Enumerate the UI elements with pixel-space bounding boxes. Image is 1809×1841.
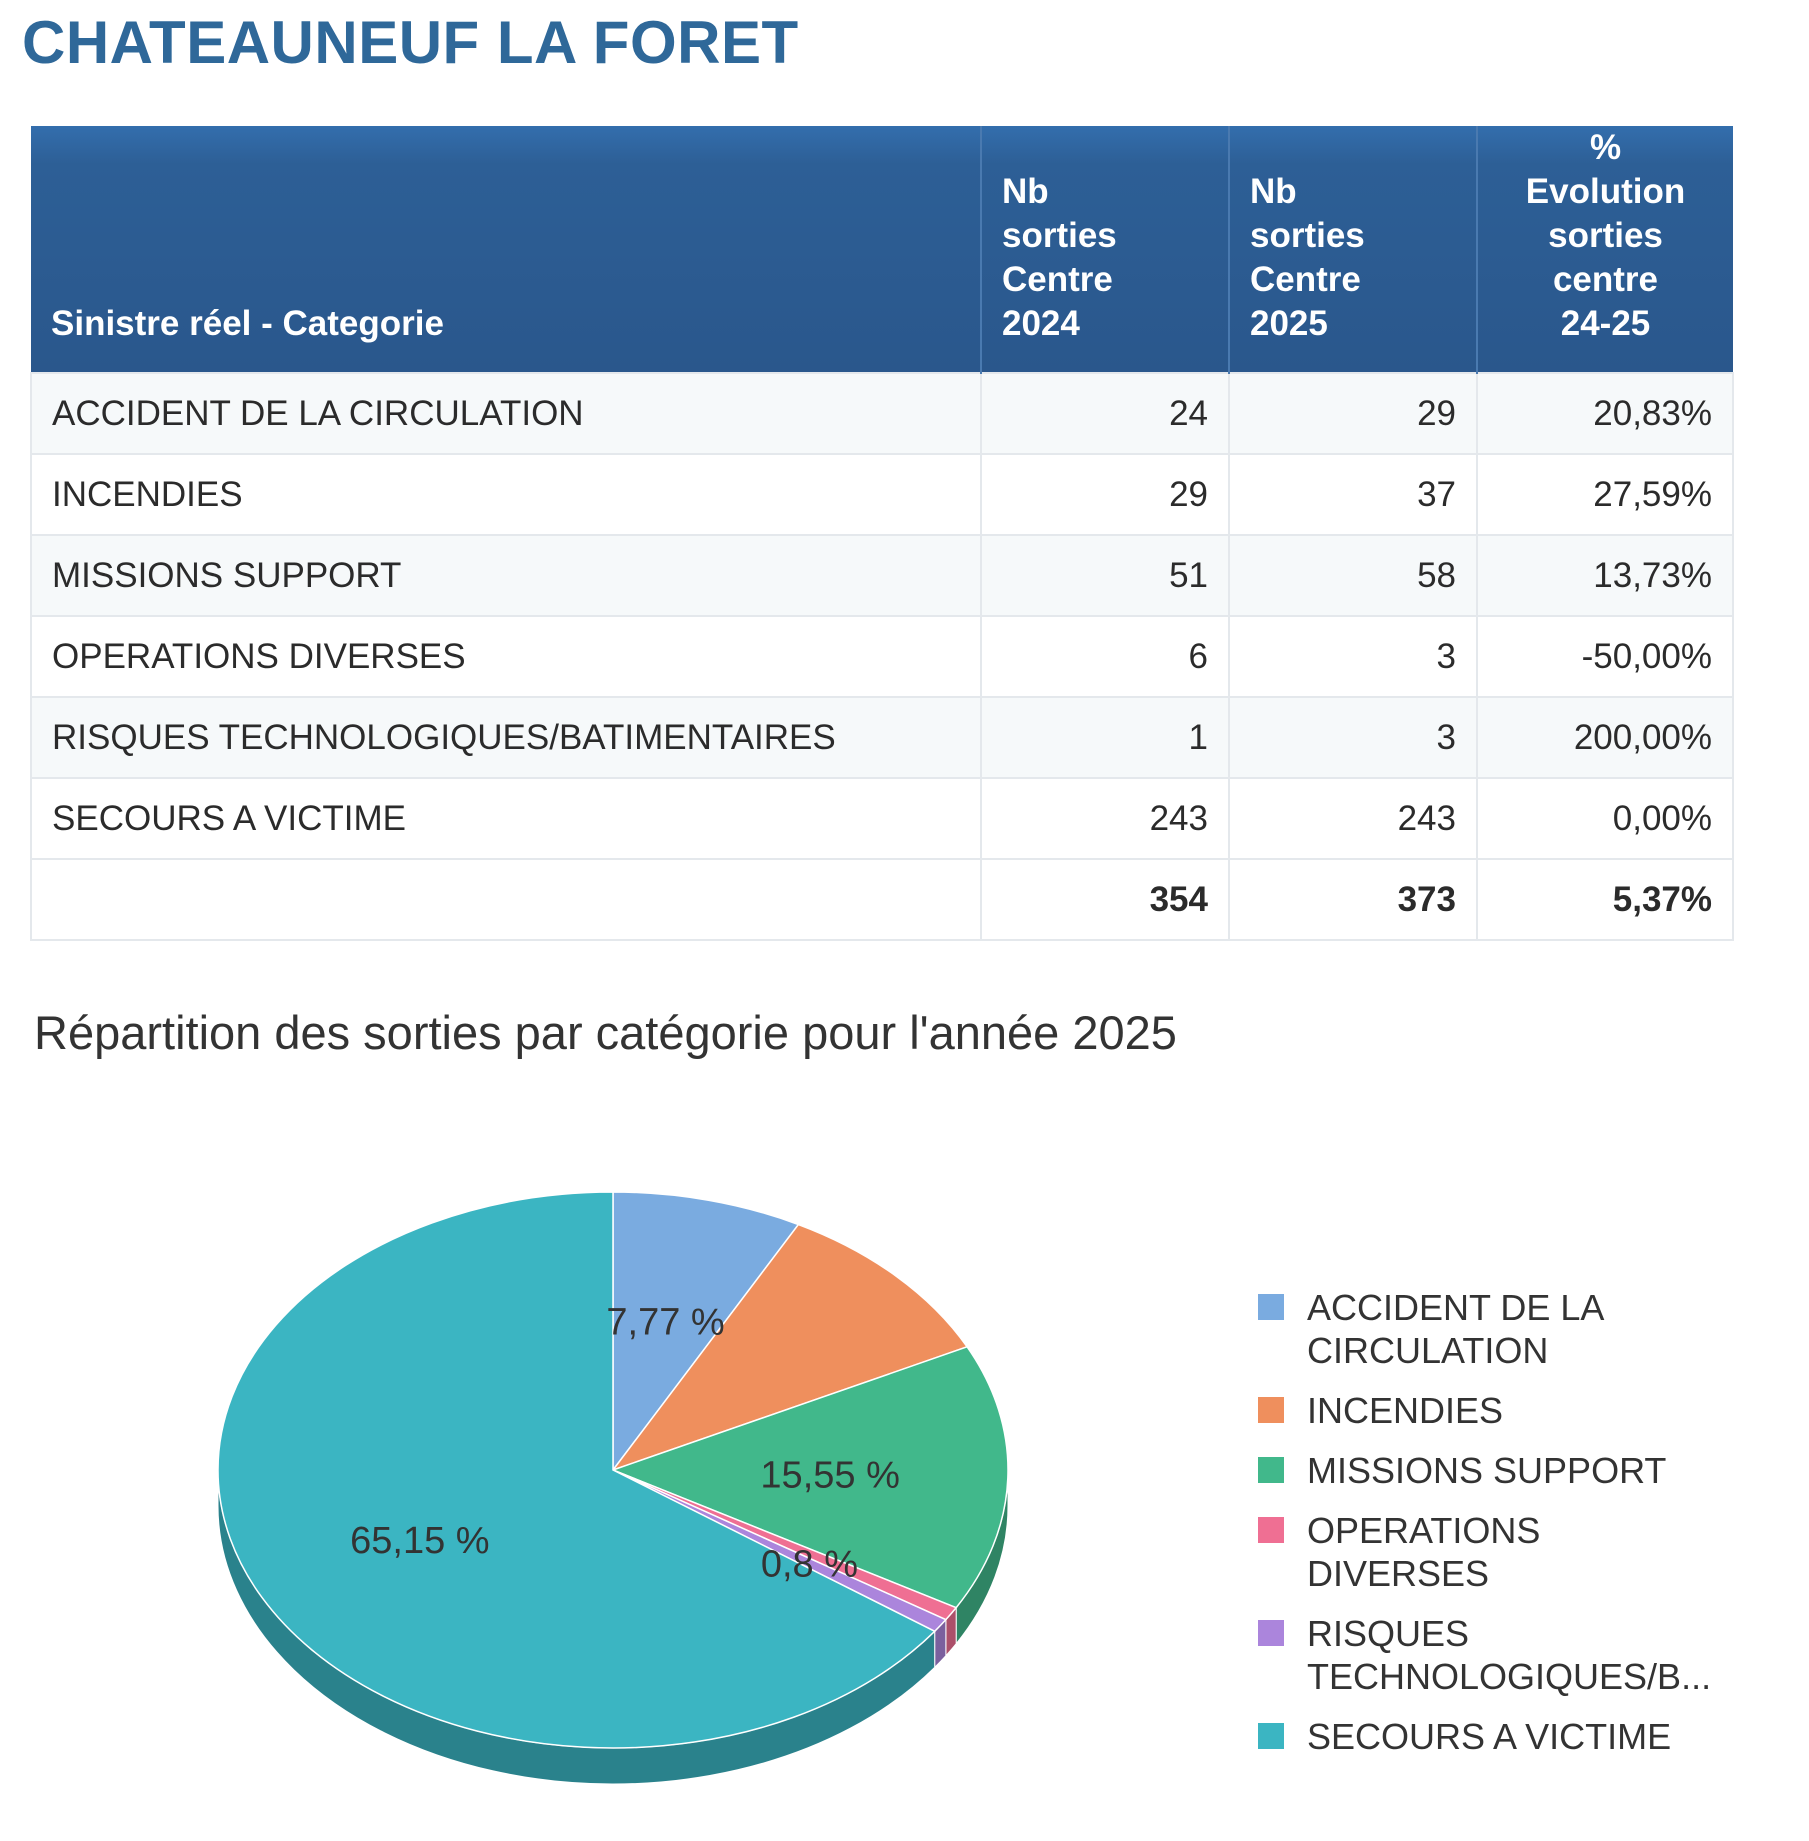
cell-category: SECOURS A VICTIME xyxy=(31,778,981,859)
legend-swatch xyxy=(1258,1457,1284,1483)
pie-slice-label: 0,8 % xyxy=(760,1543,859,1586)
legend-swatch xyxy=(1258,1397,1284,1423)
cell-category: OPERATIONS DIVERSES xyxy=(31,616,981,697)
total-2025: 373 xyxy=(1229,859,1477,940)
pie-slice-label: 15,55 % xyxy=(760,1454,900,1497)
table-row xyxy=(31,697,1733,778)
total-category xyxy=(31,859,981,940)
header-line: Nb xyxy=(1250,172,1297,211)
legend-label[interactable]: INCENDIES xyxy=(1307,1390,1504,1431)
cell-2024: 6 xyxy=(981,616,1229,697)
header-line: Sinistre réel - Categorie xyxy=(51,304,444,343)
header-line: sorties xyxy=(1002,216,1117,255)
cell-category: MISSIONS SUPPORT xyxy=(31,535,981,616)
header-line: Centre xyxy=(1250,260,1361,299)
legend-swatch xyxy=(1258,1517,1284,1543)
legend-label[interactable]: OPERATIONS xyxy=(1307,1510,1541,1551)
cell-category: ACCIDENT DE LA CIRCULATION xyxy=(31,373,981,454)
chart-title: Répartition des sorties par catégorie pour l'année 2025 xyxy=(34,1006,1177,1059)
chart-legend xyxy=(1258,1287,1711,1757)
cell-2024: 243 xyxy=(981,778,1229,859)
header-line: Evolution xyxy=(1525,172,1686,211)
cell-2025: 3 xyxy=(1229,697,1477,778)
cell-evolution: 20,83% xyxy=(1477,373,1733,454)
legend-label[interactable]: RISQUES xyxy=(1307,1613,1470,1654)
header-2025[interactable] xyxy=(1229,126,1477,373)
legend-label[interactable]: ACCIDENT DE LA xyxy=(1307,1287,1605,1328)
header-line: sorties xyxy=(1548,216,1663,255)
legend-label[interactable]: MISSIONS SUPPORT xyxy=(1307,1450,1667,1491)
table-row xyxy=(31,616,1733,697)
header-line: Centre xyxy=(1002,260,1113,299)
pie-slice-label: 65,15 % xyxy=(350,1520,490,1563)
legend-label[interactable]: TECHNOLOGIQUES/B... xyxy=(1307,1656,1712,1697)
cell-evolution: 0,00% xyxy=(1477,778,1733,859)
cell-category: INCENDIES xyxy=(31,454,981,535)
legend-swatch xyxy=(1258,1294,1284,1320)
table-row xyxy=(31,778,1733,859)
pie-slice-label: 7,77 % xyxy=(606,1301,725,1344)
header-line: centre xyxy=(1552,260,1659,299)
table-total-row xyxy=(31,859,1733,940)
cell-evolution: 27,59% xyxy=(1477,454,1733,535)
cell-evolution: -50,00% xyxy=(1477,616,1733,697)
total-2024: 354 xyxy=(981,859,1229,940)
header-line: 2024 xyxy=(1002,304,1080,343)
legend-swatch xyxy=(1258,1723,1284,1749)
header-evolution[interactable] xyxy=(1477,126,1733,373)
cell-2025: 58 xyxy=(1229,535,1477,616)
table-header-row xyxy=(31,126,1733,373)
cell-2024: 1 xyxy=(981,697,1229,778)
cell-2024: 51 xyxy=(981,535,1229,616)
cell-2025: 37 xyxy=(1229,454,1477,535)
cell-2025: 243 xyxy=(1229,778,1477,859)
header-line: sorties xyxy=(1250,216,1365,255)
header-line: Nb xyxy=(1002,172,1049,211)
header-line: % xyxy=(1589,128,1622,167)
cell-evolution: 200,00% xyxy=(1477,697,1733,778)
total-evolution: 5,37% xyxy=(1477,859,1733,940)
cell-evolution: 13,73% xyxy=(1477,535,1733,616)
page-title: CHATEAUNEUF LA FORET xyxy=(22,9,799,76)
cell-2024: 24 xyxy=(981,373,1229,454)
header-line: 24-25 xyxy=(1560,304,1651,343)
table-row xyxy=(31,535,1733,616)
legend-label[interactable]: DIVERSES xyxy=(1307,1553,1490,1594)
cell-category: RISQUES TECHNOLOGIQUES/BATIMENTAIRES xyxy=(31,697,981,778)
table-row xyxy=(31,373,1733,454)
legend-label[interactable]: SECOURS A VICTIME xyxy=(1307,1716,1672,1757)
stats-table xyxy=(30,126,1734,941)
legend-label[interactable]: CIRCULATION xyxy=(1307,1330,1549,1371)
cell-2025: 3 xyxy=(1229,616,1477,697)
cell-2025: 29 xyxy=(1229,373,1477,454)
header-2024[interactable] xyxy=(981,126,1229,373)
table-row xyxy=(31,454,1733,535)
header-line: 2025 xyxy=(1250,304,1328,343)
legend-swatch xyxy=(1258,1620,1284,1646)
pie-chart xyxy=(0,1100,1809,1830)
cell-2024: 29 xyxy=(981,454,1229,535)
header-category[interactable] xyxy=(31,126,981,373)
